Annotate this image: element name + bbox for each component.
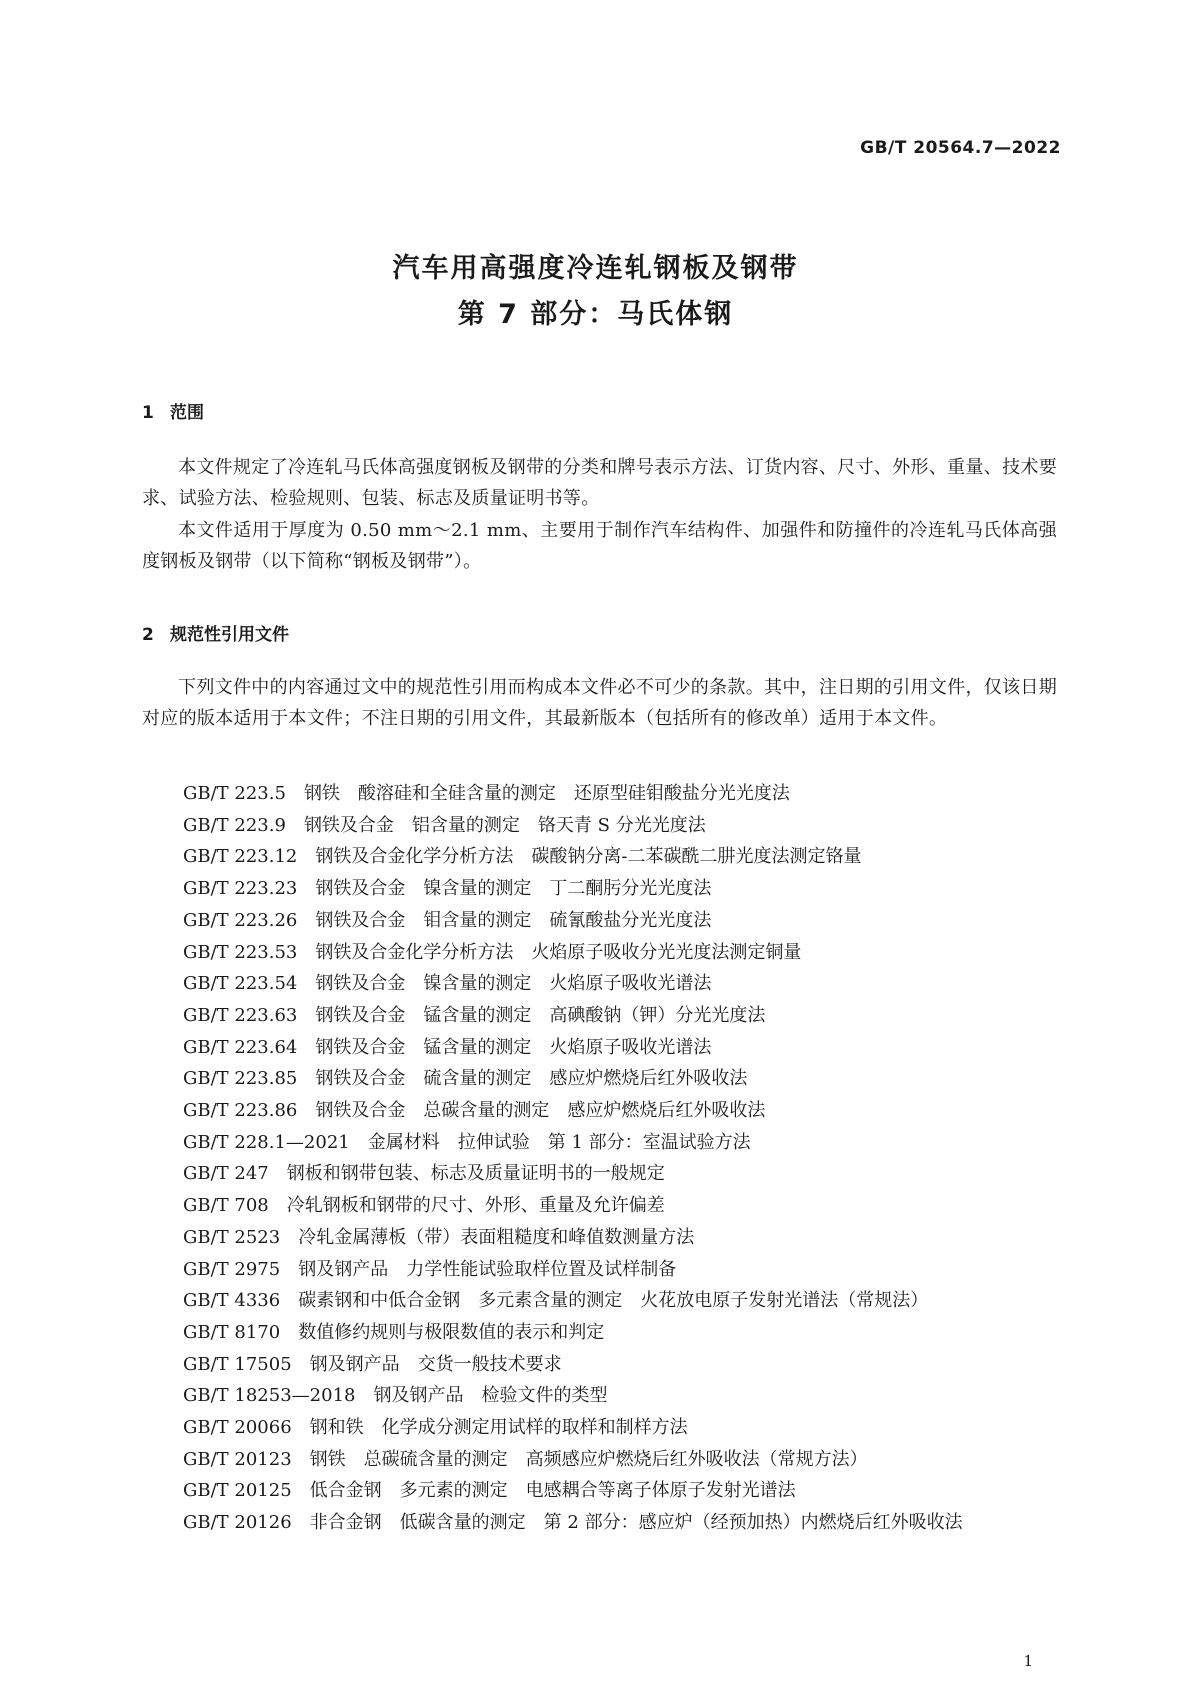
document-id: GB/T 20564.7—2022 — [860, 138, 1061, 158]
reference-item — [183, 873, 963, 905]
reference-item — [183, 937, 963, 969]
reference-list — [183, 778, 963, 1539]
section-title: 范围 — [170, 403, 204, 423]
reference-item — [183, 1190, 963, 1222]
reference-item — [183, 1412, 963, 1444]
reference-code: GB/T 18253—2018 — [183, 1385, 356, 1407]
reference-code: GB/T 2975 — [183, 1258, 281, 1280]
reference-code: GB/T 228.1—2021 — [183, 1131, 350, 1153]
reference-title: 钢及钢产品 力学性能试验取样位置及试样制备 — [298, 1258, 677, 1280]
reference-code: GB/T 2523 — [183, 1226, 281, 1248]
reference-code: GB/T 223.63 — [183, 1004, 298, 1026]
section-title: 规范性引用文件 — [170, 625, 289, 645]
reference-item — [183, 968, 963, 1000]
section-heading-scope — [142, 398, 204, 423]
reference-code: GB/T 20123 — [183, 1448, 292, 1470]
reference-code: GB/T 223.85 — [183, 1068, 298, 1090]
reference-title: 钢和铁 化学成分测定用试样的取样和制样方法 — [309, 1417, 688, 1439]
reference-title: 冷轧钢板和钢带的尺寸、外形、重量及允许偏差 — [286, 1195, 665, 1217]
scope-paragraph: 本文件适用于厚度为 0.50 mm～2.1 mm、主要用于制作汽车结构件、加强件和防撞件的冷连轧马氏体高强度钢板及钢带（以下简称“钢板及钢带”）。 — [142, 520, 1057, 572]
reference-title: 钢铁 酸溶硅和全硅含量的测定 还原型硅钼酸盐分光光度法 — [303, 783, 790, 804]
reference-code: GB/T 20125 — [183, 1480, 292, 1502]
reference-title: 数值修约规则与极限数值的表示和判定 — [298, 1321, 605, 1343]
reference-item — [183, 1349, 963, 1381]
reference-item — [183, 905, 963, 937]
reference-title: 钢铁及合金 总碳含量的测定 感应炉燃烧后红外吸收法 — [315, 1100, 766, 1122]
reference-code: GB/T 20066 — [183, 1417, 292, 1439]
reference-code: GB/T 223.26 — [183, 909, 298, 931]
reference-item — [183, 1095, 963, 1127]
reference-title: 碳素钢和中低合金钢 多元素含量的测定 火花放电原子发射光谱法（常规法） — [298, 1290, 929, 1312]
reference-title: 钢铁及合金化学分析方法 火焰原子吸收分光光度法测定铜量 — [315, 941, 802, 963]
reference-title: 钢及钢产品 交货一般技术要求 — [309, 1353, 562, 1375]
reference-title: 钢铁 总碳硫含量的测定 高频感应炉燃烧后红外吸收法（常规方法） — [309, 1448, 868, 1470]
reference-title: 钢铁及合金 锰含量的测定 火焰原子吸收光谱法 — [315, 1036, 712, 1058]
reference-code: GB/T 708 — [183, 1195, 269, 1217]
reference-code: GB/T 223.86 — [183, 1100, 298, 1122]
reference-item — [183, 1317, 963, 1349]
reference-code: GB/T 20126 — [183, 1512, 292, 1534]
reference-item — [183, 1222, 963, 1254]
reference-title: 钢铁及合金 镍含量的测定 丁二酮肟分光光度法 — [315, 878, 712, 900]
scope-paragraph: 本文件规定了冷连轧马氏体高强度钢板及钢带的分类和牌号表示方法、订货内容、尺寸、外形、重量、技术要求、试验方法、检验规则、包装、标志及质量证明书等。 — [142, 457, 1057, 509]
reference-item — [183, 1444, 963, 1476]
reference-item — [183, 1507, 963, 1539]
reference-item — [183, 1127, 963, 1159]
reference-code: GB/T 223.53 — [183, 941, 298, 963]
document-subtitle: 第 7 部分：马氏体钢 — [457, 299, 734, 330]
reference-title: 钢铁及合金 镍含量的测定 火焰原子吸收光谱法 — [315, 973, 712, 995]
reference-code: GB/T 223.5 — [183, 783, 286, 804]
document-title: 汽车用高强度冷连轧钢板及钢带 — [392, 253, 799, 284]
reference-item — [183, 841, 963, 873]
reference-title: 低合金钢 多元素的测定 电感耦合等离子体原子发射光谱法 — [309, 1480, 796, 1502]
reference-title: 钢铁及合金 钼含量的测定 硫氰酸盐分光光度法 — [315, 909, 712, 931]
reference-code: GB/T 8170 — [183, 1321, 281, 1343]
section-number: 1 — [142, 403, 154, 423]
section-number: 2 — [142, 625, 154, 645]
reference-title: 冷轧金属薄板（带）表面粗糙度和峰值数测量方法 — [298, 1226, 695, 1248]
reference-code: GB/T 247 — [183, 1163, 269, 1185]
reference-code: GB/T 223.54 — [183, 973, 298, 995]
reference-item — [183, 1000, 963, 1032]
section-heading-normative-references — [142, 620, 289, 645]
page-number: 1 — [1023, 1652, 1033, 1670]
reference-item — [183, 1285, 963, 1317]
reference-title: 钢铁及合金 铝含量的测定 铬天青 S 分光光度法 — [303, 814, 706, 836]
reference-title: 钢铁及合金 硫含量的测定 感应炉燃烧后红外吸收法 — [315, 1068, 748, 1090]
reference-code: GB/T 223.64 — [183, 1036, 298, 1058]
reference-item — [183, 1475, 963, 1507]
reference-item — [183, 810, 963, 842]
reference-code: GB/T 223.12 — [183, 846, 298, 868]
reference-item — [183, 1063, 963, 1095]
reference-item — [183, 1380, 963, 1412]
reference-code: GB/T 17505 — [183, 1353, 292, 1375]
reference-item — [183, 1158, 963, 1190]
references-intro-paragraph: 下列文件中的内容通过文中的规范性引用而构成本文件必不可少的条款。其中，注日期的引用文件，仅该日期对应的版本适用于本文件；不注日期的引用文件，其最新版本（包括所有的修改单）适用于本文件。 — [142, 677, 1057, 729]
reference-item — [183, 778, 963, 810]
reference-item — [183, 1254, 963, 1286]
reference-title: 钢铁及合金 锰含量的测定 高碘酸钠（钾）分光光度法 — [315, 1004, 766, 1026]
reference-title: 金属材料 拉伸试验 第 1 部分：室温试验方法 — [367, 1131, 751, 1153]
reference-title: 非合金钢 低碳含量的测定 第 2 部分：感应炉（经预加热）内燃烧后红外吸收法 — [309, 1512, 963, 1534]
reference-code: GB/T 4336 — [183, 1290, 281, 1312]
reference-code: GB/T 223.23 — [183, 878, 298, 900]
reference-title: 钢板和钢带包装、标志及质量证明书的一般规定 — [286, 1163, 665, 1185]
reference-title: 钢及钢产品 检验文件的类型 — [373, 1385, 608, 1407]
reference-code: GB/T 223.9 — [183, 814, 286, 836]
reference-title: 钢铁及合金化学分析方法 碳酸钠分离-二苯碳酰二肼光度法测定铬量 — [315, 846, 862, 868]
reference-item — [183, 1032, 963, 1064]
